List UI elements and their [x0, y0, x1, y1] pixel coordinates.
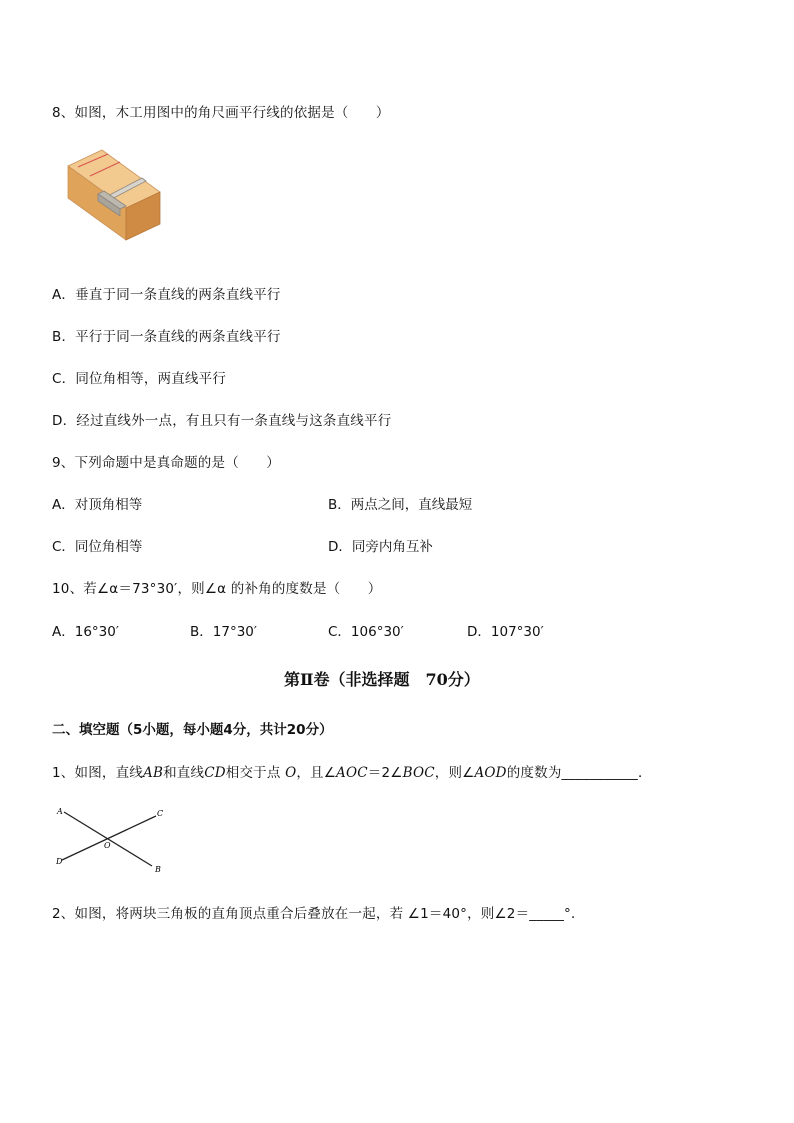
question-9-option-a: A．对顶角相等 — [52, 497, 143, 513]
question-10-option-b: B．17°30′ — [190, 624, 257, 640]
intersecting-lines-figure — [54, 802, 170, 876]
question-10-option-c: C．106°30′ — [328, 624, 404, 640]
label-a: A — [57, 807, 63, 816]
label-d: D — [56, 857, 63, 866]
question-8-option-a: A．垂直于同一条直线的两条直线平行 — [52, 287, 281, 303]
label-o: O — [104, 841, 111, 850]
question-8-option-d: D．经过直线外一点，有且只有一条直线与这条直线平行 — [52, 413, 392, 429]
line-cd — [62, 816, 156, 860]
question-10-option-a: A．16°30′ — [52, 624, 119, 640]
label-b: B — [155, 865, 161, 874]
fill-question-2-stem: 2、如图，将两块三角板的直角顶点重合后叠放在一起，若 ∠1＝40°，则∠2＝_____°． — [52, 906, 585, 922]
section-subtitle: 二、填空题（5小题，每小题4分，共计20分） — [52, 722, 333, 738]
question-8-stem: 8、如图，木工用图中的角尺画平行线的依据是（ ） — [52, 105, 390, 121]
label-c: C — [157, 809, 164, 818]
question-10-stem: 10、若∠α＝73°30′，则∠α 的补角的度数是（ ） — [52, 581, 382, 597]
section-title: 第Ⅱ卷（非选择题 70分） — [284, 670, 480, 689]
fill-question-1-stem: 1、如图，直线AB和直线CD相交于点 O，且∠AOC＝2∠BOC，则∠AOD的度数为___________． — [52, 765, 652, 781]
question-9-option-c: C．同位角相等 — [52, 539, 143, 555]
carpenter-square-figure — [64, 146, 164, 244]
question-10-option-d: D．107°30′ — [467, 624, 544, 640]
question-8-option-c: C．同位角相等，两直线平行 — [52, 371, 227, 387]
question-8-option-b: B．平行于同一条直线的两条直线平行 — [52, 329, 281, 345]
question-9-option-d: D．同旁内角互补 — [328, 539, 433, 555]
question-9-option-b: B．两点之间，直线最短 — [328, 497, 473, 513]
question-9-stem: 9、下列命题中是真命题的是（ ） — [52, 455, 280, 471]
